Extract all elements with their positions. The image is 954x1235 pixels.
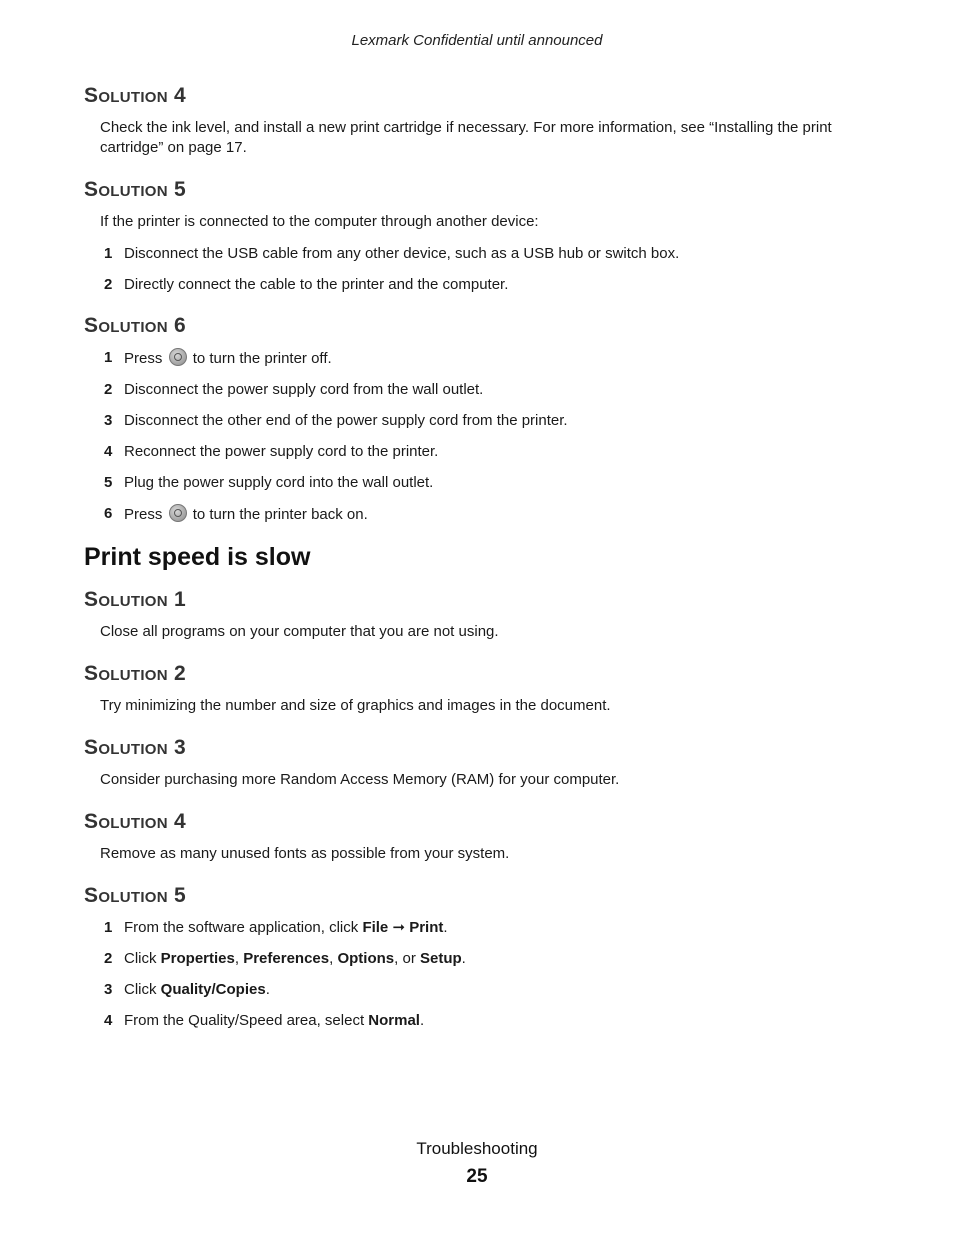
solution-1-heading: SOLUTION 1 [84, 588, 187, 611]
solution-4b-heading: SOLUTION 4 [84, 810, 187, 833]
list-item: 1 Disconnect the USB cable from any other device, such as a USB hub or switch box. [104, 245, 680, 262]
solution-4-text: Check the ink level, and install a new print cartridge if necessary. For more information, see “Installing the print cartridge” on page 17. [100, 119, 832, 156]
page-number: 25 [466, 1166, 488, 1187]
list-item: 2 Directly connect the cable to the printer and the computer. [104, 276, 509, 293]
solution-5b-heading: SOLUTION 5 [84, 884, 187, 907]
list-item: 4 Reconnect the power supply cord to the printer. [104, 443, 439, 460]
solution-3-heading: SOLUTION 3 [84, 736, 187, 759]
solution-2-heading: SOLUTION 2 [84, 662, 187, 685]
solution-5-intro: If the printer is connected to the computer through another device: [100, 213, 539, 230]
list-item: 5 Plug the power supply cord into the wall outlet. [104, 474, 434, 491]
solution-5-heading: SOLUTION 5 [84, 178, 187, 201]
section-heading: Print speed is slow [84, 543, 311, 571]
list-item: 3 Click Quality/Copies. [104, 981, 270, 998]
list-item: 4 From the Quality/Speed area, select Normal. [104, 1012, 425, 1029]
power-button-icon [169, 504, 187, 522]
solution-4-heading: SOLUTION 4 [84, 84, 187, 107]
list-item: 3 Disconnect the other end of the power supply cord from the printer. [104, 412, 568, 429]
solution-3-text: Consider purchasing more Random Access Memory (RAM) for your computer. [100, 771, 620, 788]
list-item: 1 From the software application, click File ➞ Print. [104, 919, 448, 936]
list-item: 2 Disconnect the power supply cord from the wall outlet. [104, 381, 484, 398]
footer-section-title: Troubleshooting [416, 1139, 538, 1158]
list-item: 6 Press to turn the printer back on. [104, 505, 368, 523]
power-button-icon [169, 348, 187, 366]
solution-2-text: Try minimizing the number and size of graphics and images in the document. [100, 697, 611, 714]
confidential-header: Lexmark Confidential until announced [351, 32, 603, 49]
solution-4b-text: Remove as many unused fonts as possible from your system. [100, 845, 510, 862]
list-item: 2 Click Properties, Preferences, Options, or Setup. [104, 950, 466, 967]
solution-1-text: Close all programs on your computer that you are not using. [100, 623, 499, 640]
list-item: 1 Press to turn the printer off. [104, 349, 332, 367]
solution-6-heading: SOLUTION 6 [84, 314, 187, 337]
page-content [84, 84, 874, 1042]
